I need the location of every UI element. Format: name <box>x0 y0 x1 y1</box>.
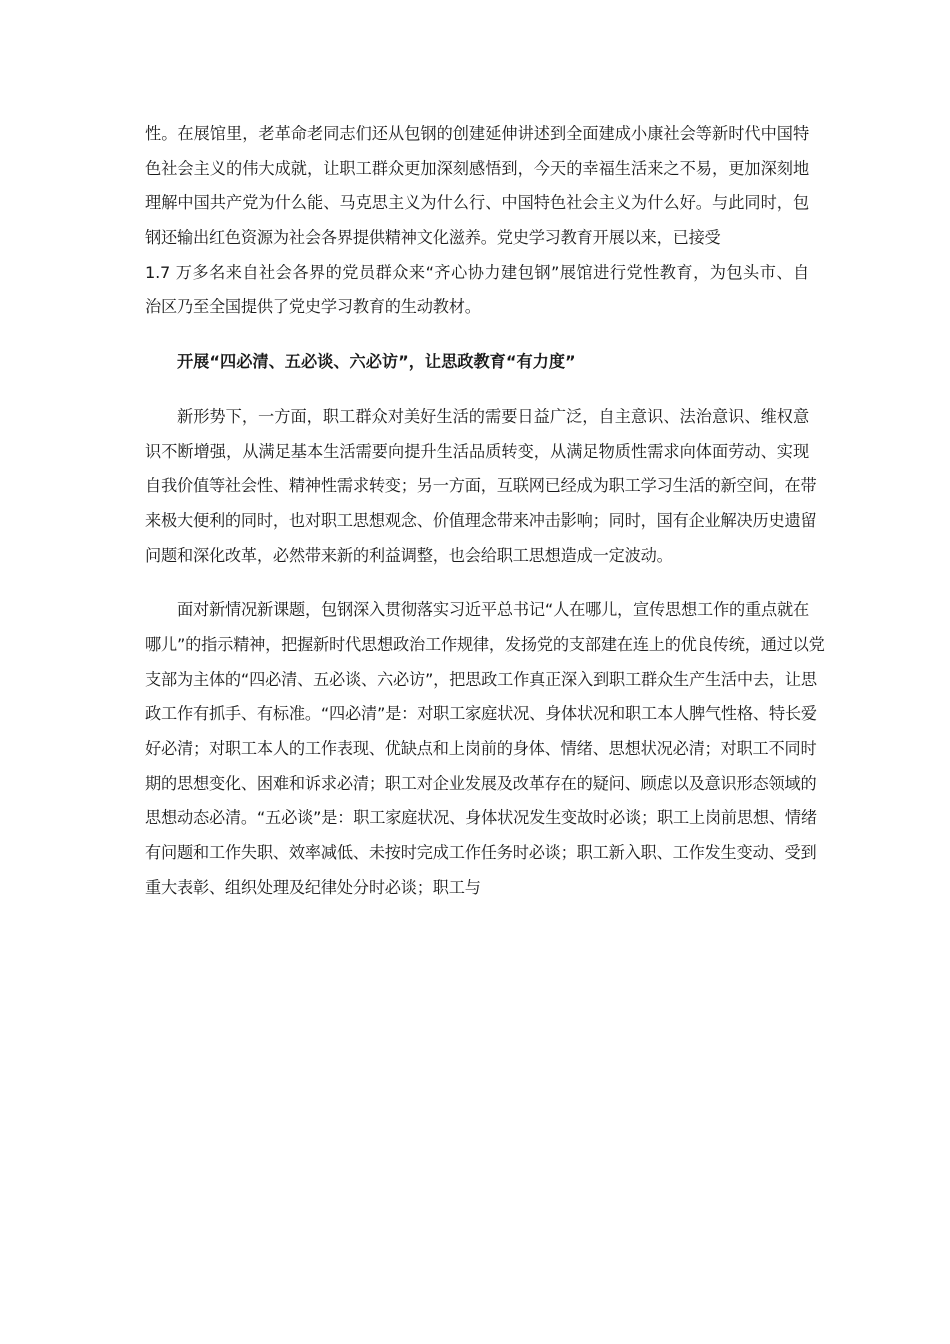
text-line: 思想动态必清。“五必谈”是：职工家庭状况、身体状况发生变故时必谈；职工上岗前思想、情绪 <box>145 808 817 828</box>
text-line: 色社会主义的伟大成就，让职工群众更加深刻感悟到，今天的幸福生活来之不易，更加深刻地 <box>145 158 809 178</box>
paragraph-gap <box>145 573 809 593</box>
paragraph-party-history <box>145 117 809 325</box>
section-heading: 开展“四必清、五必谈、六必访”，让思政教育“有力度” <box>177 352 576 372</box>
text-line: 自我价值等社会性、精神性需求转变；另一方面，互联网已经成为职工学习生活的新空间，在带 <box>145 476 817 496</box>
text-line: 政工作有抓手、有标准。“四必清”是：对职工家庭状况、身体状况和职工本人脾气性格、特长爱 <box>145 704 817 724</box>
text-line: 好必清；对职工本人的工作表现、优缺点和上岗前的身体、情绪、思想状况必清；对职工不同时 <box>145 739 817 758</box>
paragraph-new-situation <box>145 400 817 573</box>
paragraph-four-five-six <box>145 593 825 905</box>
document-page <box>145 117 825 905</box>
text-line: 1.7 万多名来自社会各界的党员群众来“齐心协力建包钢”展馆进行党性教育，为包头市、自 <box>145 262 809 282</box>
paragraph-gap <box>145 380 809 400</box>
text-line: 新形势下，一方面，职工群众对美好生活的需要日益广泛，自主意识、法治意识、维权意 <box>177 406 809 426</box>
text-line: 钢还输出红色资源为社会各界提供精神文化滋养。党史学习教育开展以来，已接受 <box>145 228 721 248</box>
text-line: 问题和深化改革，必然带来新的利益调整，也会给职工思想造成一定波动。 <box>145 545 673 565</box>
paragraph-gap <box>145 325 809 345</box>
text-line: 期的思想变化、困难和诉求必清；职工对企业发展及改革存在的疑问、顾虑以及意识形态领域的 <box>145 773 817 793</box>
text-line: 哪儿”的指示精神，把握新时代思想政治工作规律，发扬党的支部建在连上的优良传统，通过以党 <box>145 634 825 654</box>
text-line: 有问题和工作失职、效率减低、未按时完成工作任务时必谈；职工新入职、工作发生变动、受到 <box>145 843 817 863</box>
text-line: 治区乃至全国提供了党史学习教育的生动教材。 <box>145 297 481 317</box>
text-line: 性。在展馆里，老革命老同志们还从包钢的创建延伸讲述到全面建成小康社会等新时代中国特 <box>145 124 809 143</box>
text-line: 面对新情况新课题，包钢深入贯彻落实习近平总书记“人在哪儿，宣传思想工作的重点就在 <box>177 600 809 620</box>
text-line: 支部为主体的“四必清、五必谈、六必访”，把思政工作真正深入到职工群众生产生活中去，让思 <box>145 669 817 689</box>
text-line: 重大表彰、组织处理及纪律处分时必谈；职工与 <box>145 877 481 897</box>
text-line: 理解中国共产党为什么能、马克思主义为什么行、中国特色社会主义为什么好。与此同时，包 <box>145 193 809 213</box>
text-line: 来极大便利的同时，也对职工思想观念、价值理念带来冲击影响；同时，国有企业解决历史遗留 <box>145 510 817 530</box>
text-line: 识不断增强，从满足基本生活需要向提升生活品质转变，从满足物质性需求向体面劳动、实现 <box>145 441 809 461</box>
